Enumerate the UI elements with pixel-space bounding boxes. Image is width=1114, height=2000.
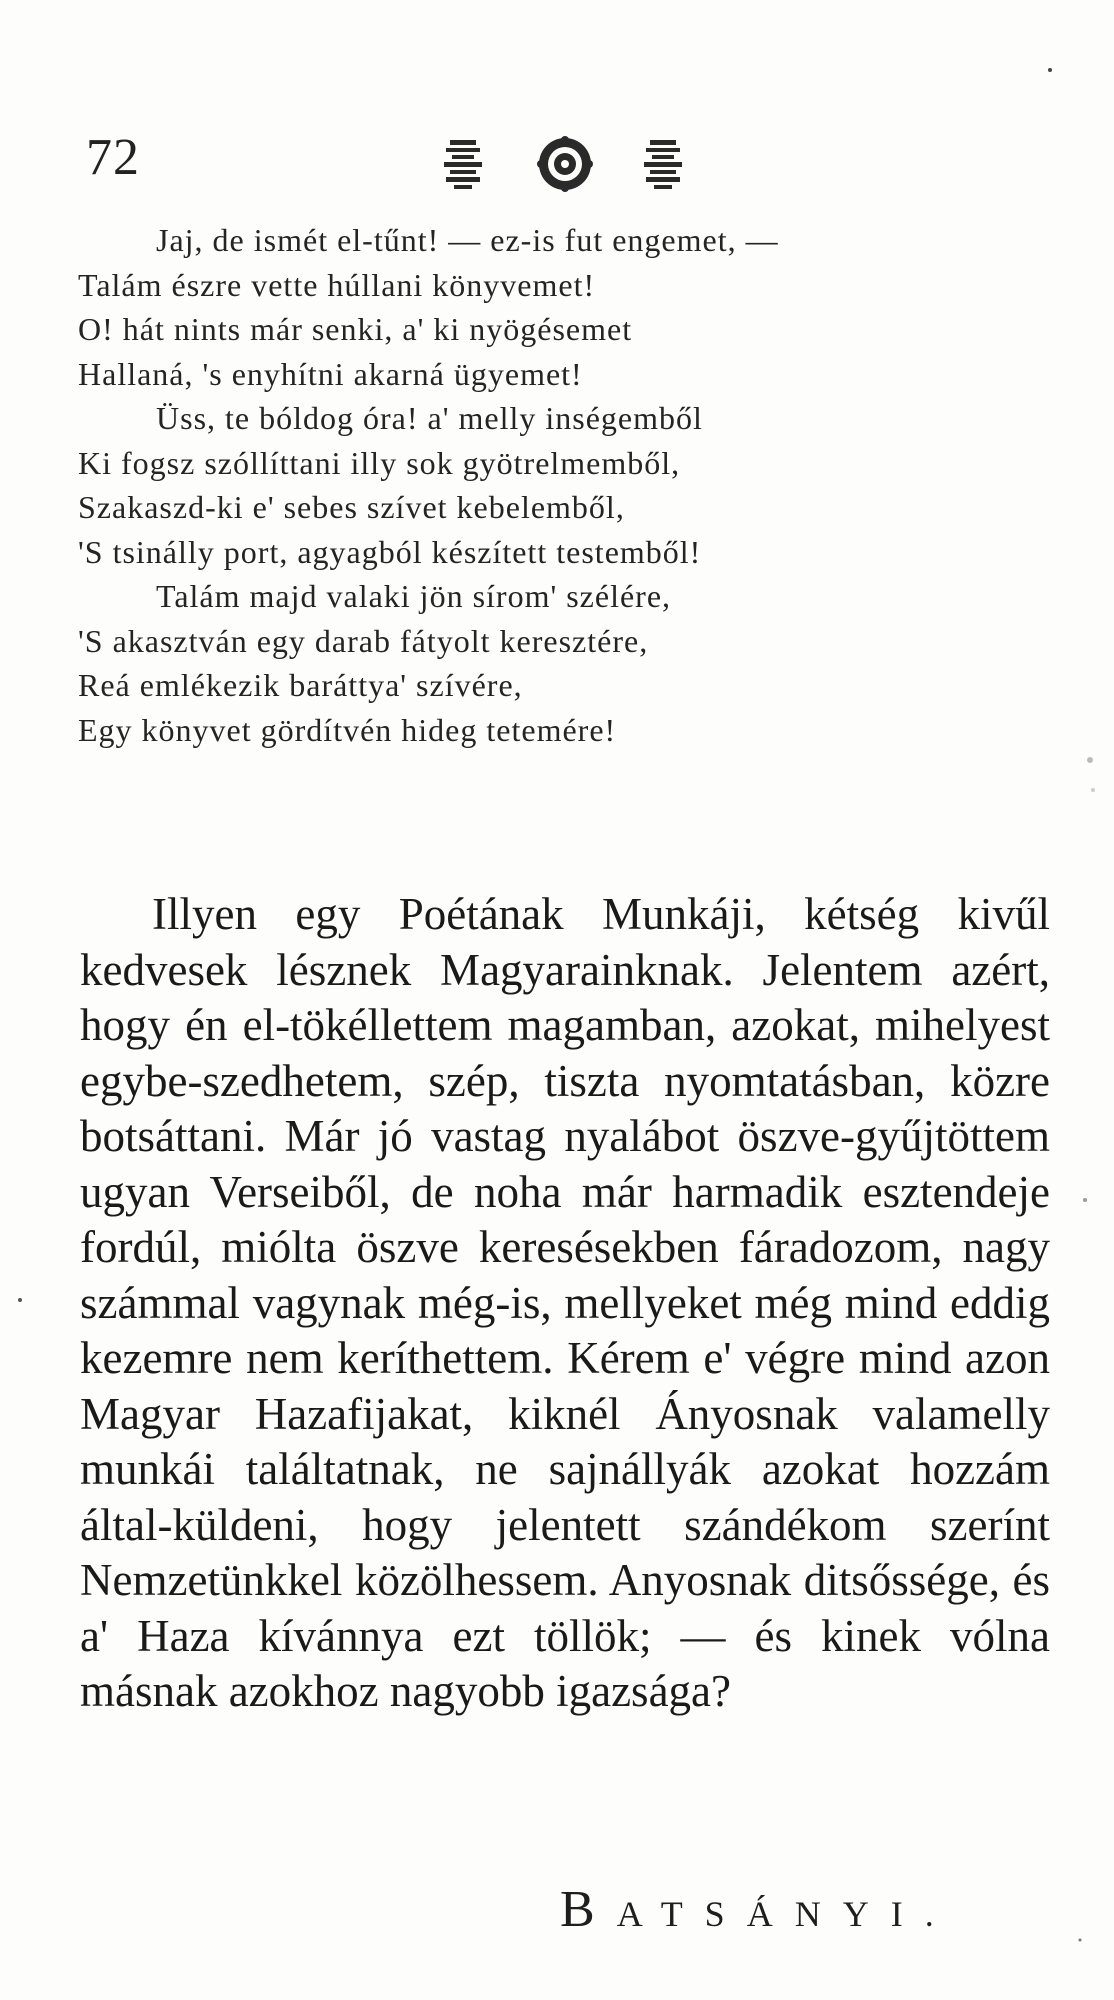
poem-line: 'S akasztván egy darab fátyolt keresztére, — [78, 622, 649, 659]
poem-line: Jaj, de ismét el-tűnt! — ez-is fut engemet, — — [156, 222, 779, 258]
rosette-icon — [537, 136, 593, 192]
poem-line: Talám majd valaki jön sírom' szélére, — [156, 578, 672, 614]
poem-line: Üss, te bóldog óra! a' melly inségemből — [156, 400, 703, 436]
poem-line: Ki fogsz szóllíttani illy sok gyötrelmemből, — [78, 444, 681, 481]
signature-rest: ATSÁNYI. — [616, 1894, 956, 1934]
left-tuft-icon — [444, 140, 482, 189]
page-number: 72 — [86, 129, 140, 186]
signature — [560, 1880, 956, 1939]
poem-line: Talám észre vette húllani könyvemet! — [78, 266, 596, 303]
poem-line: 'S tsinálly port, agyagból készített testemből! — [78, 533, 702, 570]
poem-line: Reá emlékezik baráttya' szívére, — [78, 667, 523, 703]
signature-initial: B — [560, 1881, 617, 1938]
poem-line: Hallaná, 's enyhítni akarná ügyemet! — [78, 355, 583, 392]
poem-stanzas — [78, 218, 1008, 752]
poem-line: Egy könyvet gördítvén hideg tetemére! — [78, 711, 617, 748]
fleuron-ornament-icon — [440, 132, 690, 196]
editor-note-paragraph: Illyen egy Poétának Munkáji, kétség kivűl kedvesek lésznek Magyarainknak. Jelentem azért, hogy én el-tökéllettem magamban, azokat, mihelyest egybe-szedhetem, szép, tiszta nyomtatásban, közre botsáttani. Már jó vastag nyalábot öszve-gyűjtöttem ugyan Verseiből, de noha már harmadik esztendeje fordúl, miólta öszve keresésekben fáradozom, nagy számmal vagynak még-is, mellyeket még mind eddig kezemre nem keríthettem. Kérem e' végre mind azon Magyar Hazafijakat, kiknél Ányosnak valamelly munkái találtatnak, ne sajnállyák azokat hozzám által-küldeni, hogy jelentett szándékom szerínt Nemzetünkkel közölhessem. Anyosnak ditsőssége, és a' Haza kívánnya ezt töllök; — és kinek vólna másnak azokhoz nagyobb igazsága? — [80, 889, 1050, 1716]
poem-line: Szakaszd-ki e' sebes szívet kebelemből, — [78, 489, 625, 525]
right-tuft-icon — [644, 140, 682, 189]
poem-line: O! hát nints már senki, a' ki nyögésemet — [78, 311, 633, 347]
